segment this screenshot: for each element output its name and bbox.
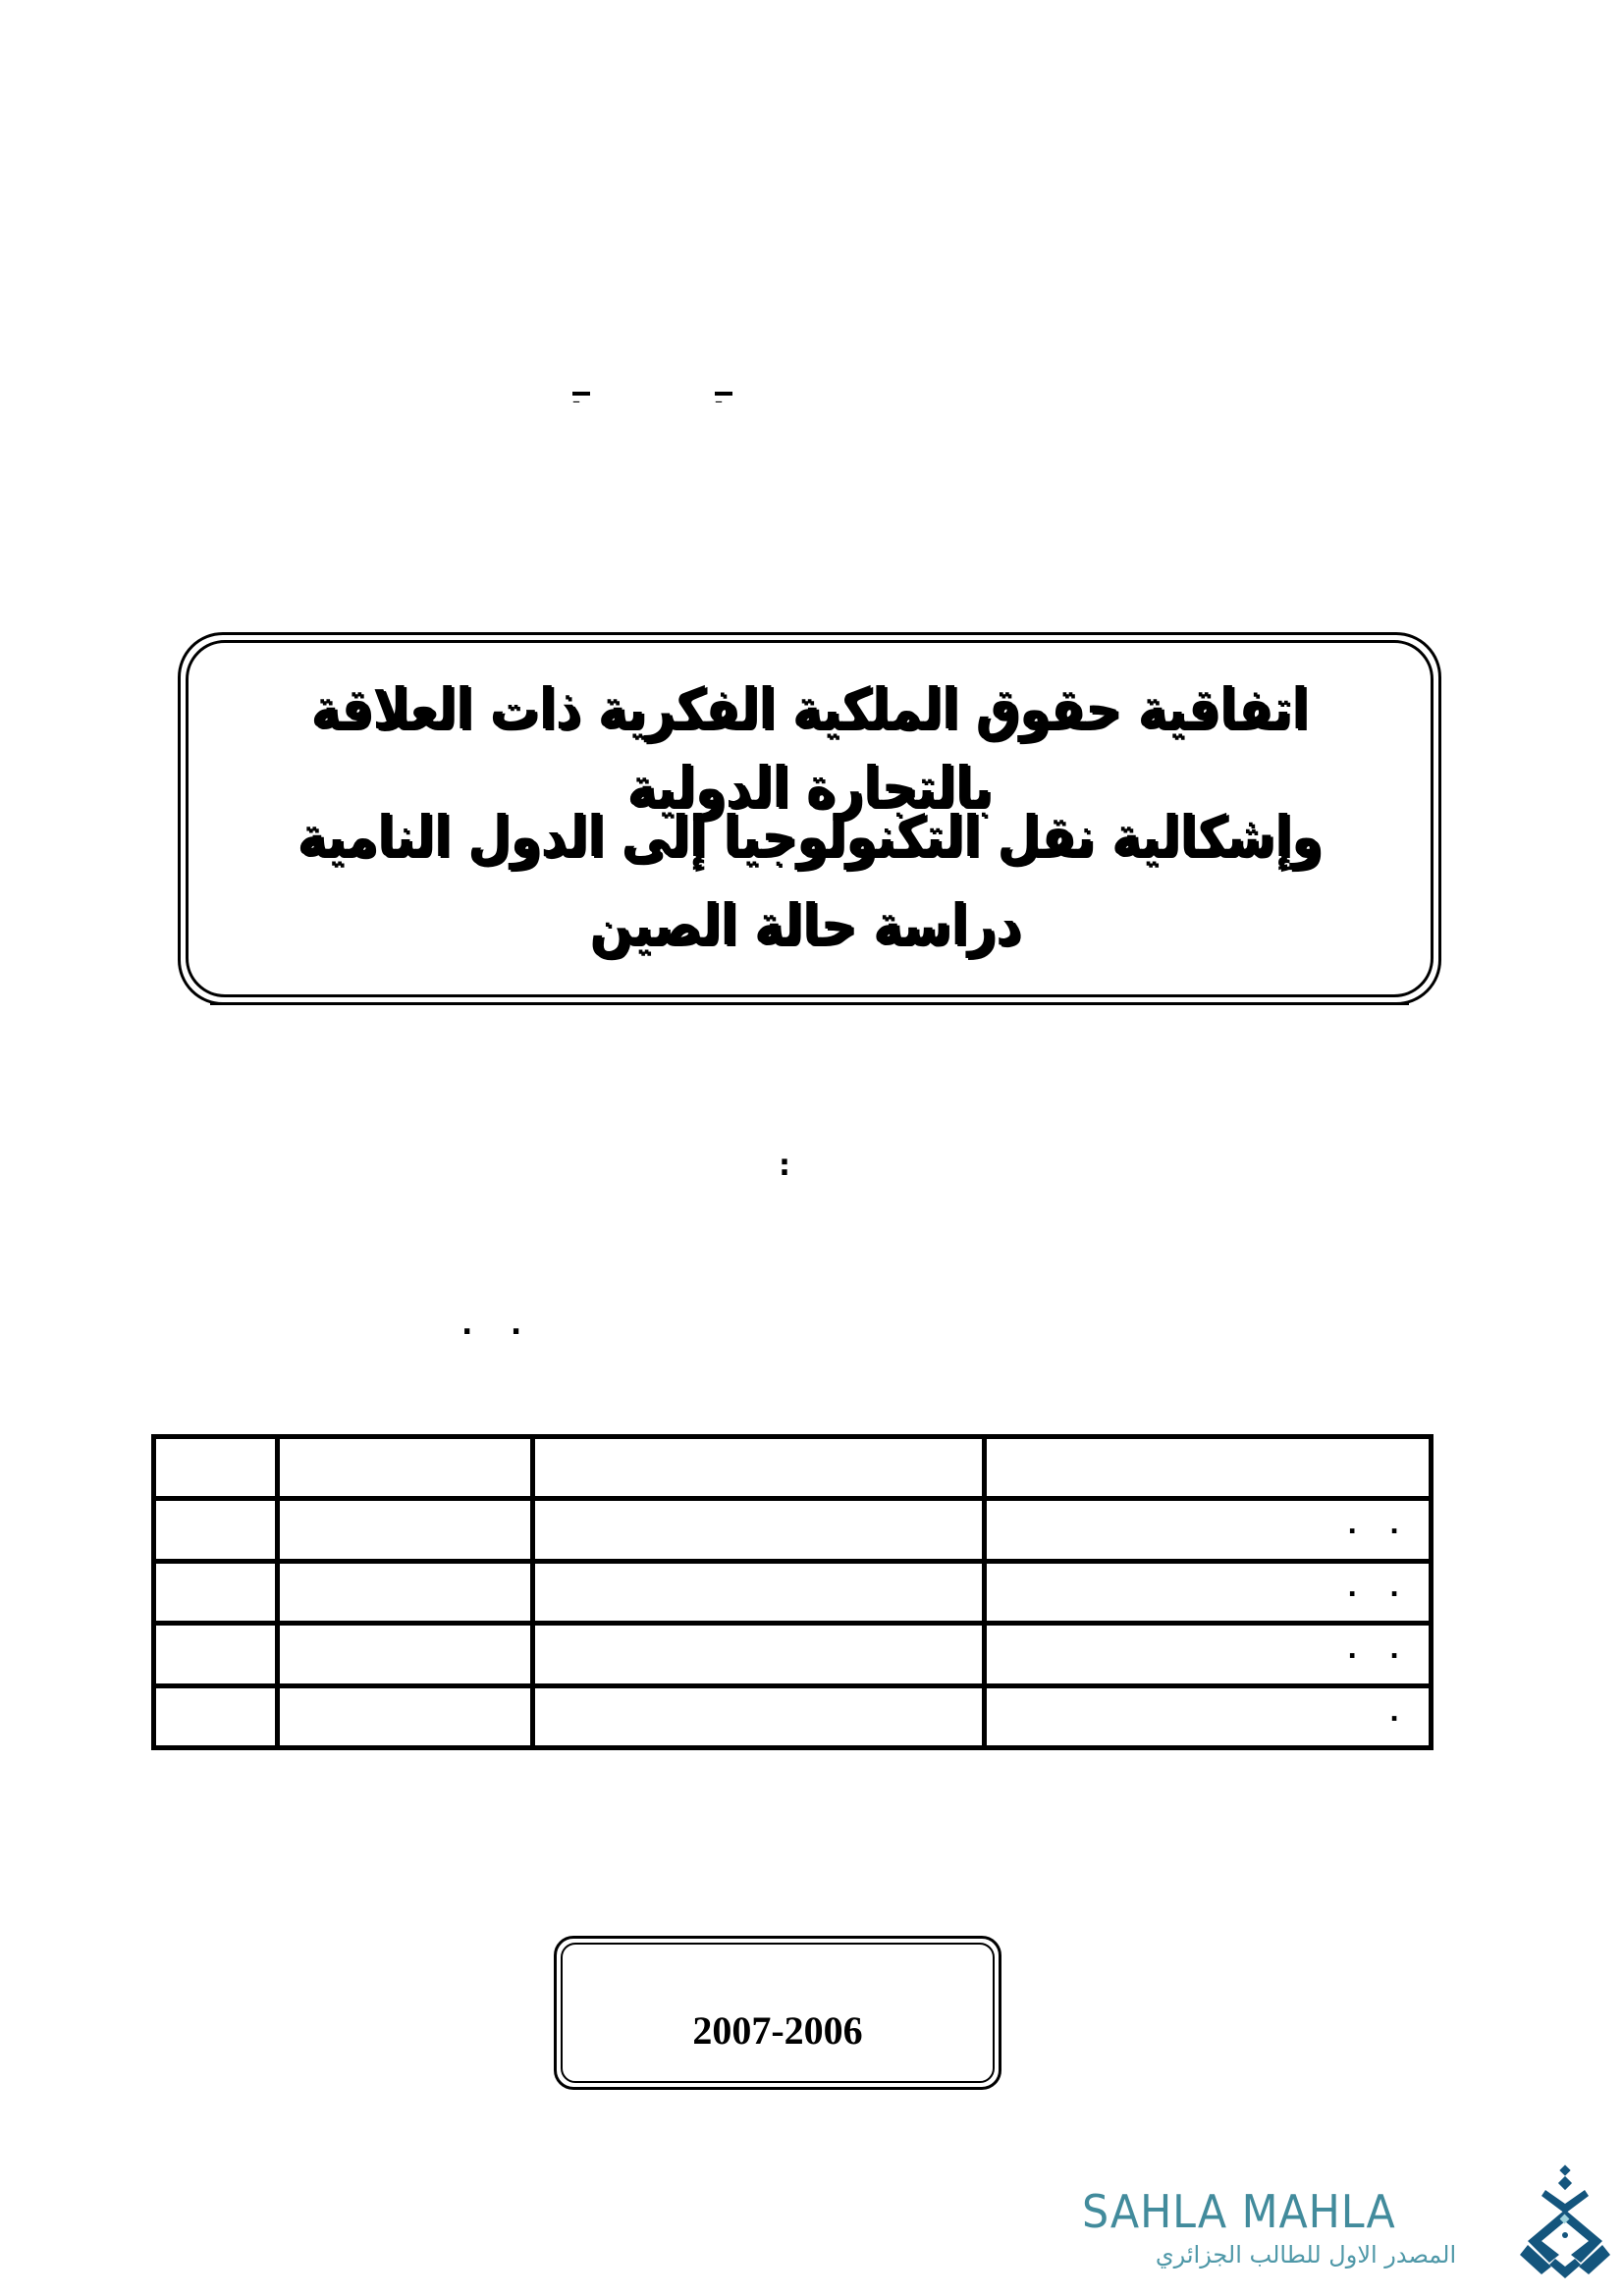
sahla-mahla-logo xyxy=(1080,2164,1623,2296)
thesis-title-line-3: دراسة حالة الصين xyxy=(589,891,1021,958)
jury-member-dots: . . xyxy=(1347,1511,1411,1541)
table-row xyxy=(154,1499,1432,1561)
supervisor-dots: . . xyxy=(461,1308,536,1342)
table-cell xyxy=(533,1437,985,1499)
table-cell xyxy=(985,1499,1432,1561)
table-cell xyxy=(985,1561,1432,1623)
academic-year: 2007-2006 xyxy=(692,2008,863,2053)
table-cell xyxy=(154,1437,278,1499)
table-cell xyxy=(154,1499,278,1561)
jury-table xyxy=(151,1434,1434,1750)
header-dash-left: – xyxy=(572,392,590,396)
thesis-title-box xyxy=(178,632,1441,1005)
table-cell xyxy=(533,1685,985,1747)
table-row xyxy=(154,1437,1432,1499)
header-dash-right: – xyxy=(715,392,732,396)
table-row xyxy=(154,1561,1432,1623)
table-cell xyxy=(533,1561,985,1623)
table-row xyxy=(154,1685,1432,1747)
table-cell xyxy=(533,1624,985,1685)
jury-member-dots: . . xyxy=(1347,1635,1411,1666)
table-cell xyxy=(154,1561,278,1623)
calligraphic-emblem-icon xyxy=(1512,2164,1620,2282)
table-cell xyxy=(278,1561,533,1623)
logo-name: SAHLA MAHLA xyxy=(1082,2185,1396,2238)
logo-tagline: المصدر الاول للطالب الجزائري xyxy=(1155,2241,1457,2269)
table-cell xyxy=(154,1624,278,1685)
jury-member-dots: . . xyxy=(1347,1573,1411,1603)
table-cell xyxy=(278,1437,533,1499)
author-label-colon: : xyxy=(779,1148,790,1183)
jury-member-dots: . xyxy=(1389,1697,1411,1728)
table-cell xyxy=(985,1624,1432,1685)
academic-year-box xyxy=(554,1936,1001,2090)
thesis-title-line-1: اتفاقية حقوق الملكية الفكرية ذات العلاقة بالتجارة الدولية xyxy=(310,675,1309,821)
table-cell xyxy=(278,1499,533,1561)
table-cell xyxy=(278,1685,533,1747)
table-row xyxy=(154,1624,1432,1685)
thesis-title-line-2: وإشكالية نقل التكنولوجيا إلى الدول النامية xyxy=(297,803,1323,870)
table-cell xyxy=(154,1685,278,1747)
table-cell xyxy=(533,1499,985,1561)
table-cell xyxy=(985,1437,1432,1499)
table-cell xyxy=(278,1624,533,1685)
table-cell xyxy=(985,1685,1432,1747)
